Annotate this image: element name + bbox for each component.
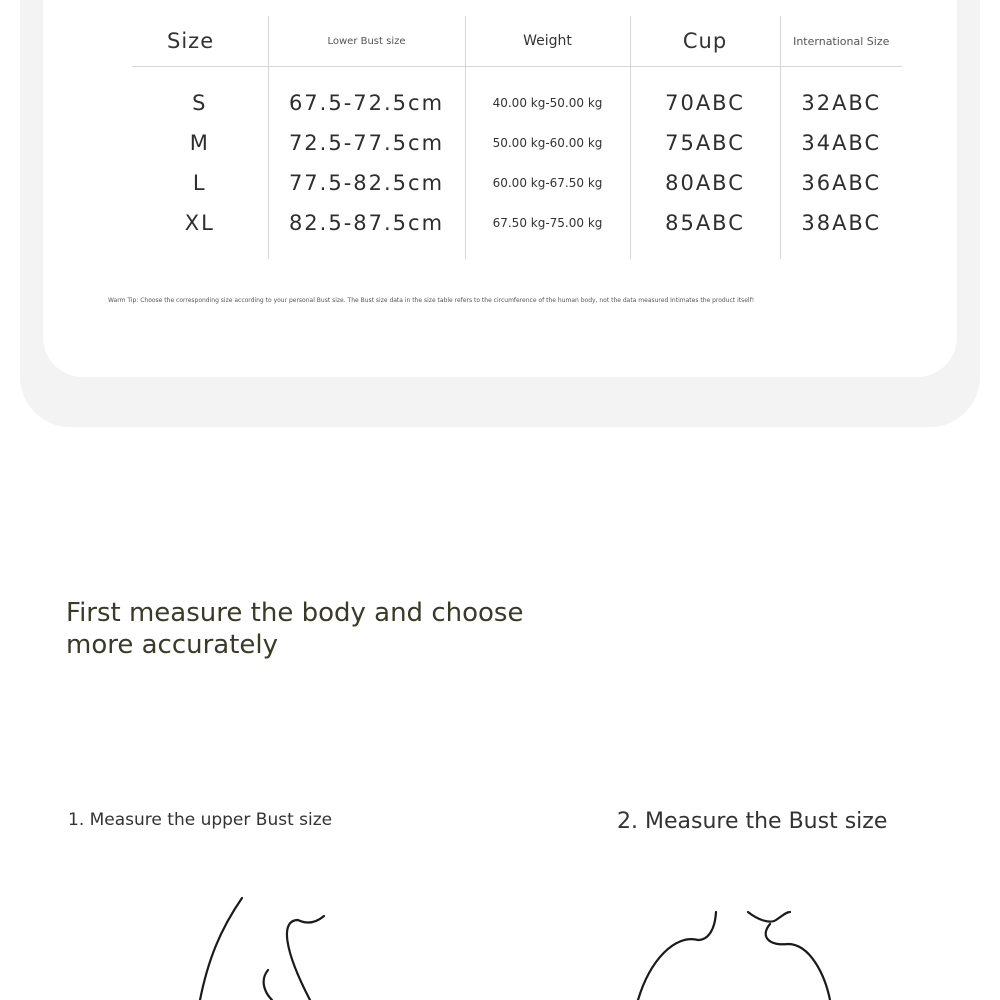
weight-cell: 50.00 kg-60.00 kg <box>465 123 630 163</box>
figure-neck-line <box>748 912 790 922</box>
table-row <box>132 67 902 124</box>
size-cell: L <box>192 171 207 195</box>
section-title: First measure the body and choose more accurately <box>66 598 524 660</box>
weight-cell: 67.50 kg-75.00 kg <box>465 203 630 259</box>
header-weight: Weight <box>465 16 630 67</box>
table-row <box>132 203 902 259</box>
international-size-cell: 38ABC <box>780 203 902 259</box>
header-lower-bust: Lower Bust size <box>268 16 465 67</box>
bust-illustration <box>620 880 860 1000</box>
international-size-cell: 36ABC <box>780 163 902 203</box>
figure-shoulder-line <box>287 916 324 1000</box>
header-size: Size <box>132 16 268 67</box>
cup-cell: 85ABC <box>630 203 780 259</box>
figure-arm-line <box>200 898 242 1000</box>
size-cell: M <box>189 131 210 155</box>
step-2-label: 2. Measure the Bust size <box>617 809 888 834</box>
figure-torso-line <box>264 970 272 1000</box>
international-size-cell: 32ABC <box>780 67 902 124</box>
international-size-cell: 34ABC <box>780 123 902 163</box>
table-header-row <box>132 16 902 67</box>
header-international-size: International Size <box>780 16 902 67</box>
table-row <box>132 163 902 203</box>
upper-bust-illustration <box>180 880 350 1000</box>
lower-bust-cell: 82.5-87.5cm <box>268 203 465 259</box>
header-cup: Cup <box>630 16 780 67</box>
table-row <box>132 123 902 163</box>
size-table <box>132 16 902 259</box>
figure-left-shoulder <box>638 912 716 1000</box>
warm-tip: Warm Tip: Choose the corresponding size according to your personal Bust size. The Bust size data in the size table refers to the circumference of the human body, not the data measured Intimates the product itself! <box>108 297 755 304</box>
lower-bust-cell: 67.5-72.5cm <box>268 67 465 124</box>
weight-cell: 60.00 kg-67.50 kg <box>465 163 630 203</box>
figure-right-shoulder <box>766 924 830 1000</box>
weight-cell: 40.00 kg-50.00 kg <box>465 67 630 124</box>
size-cell: S <box>192 91 208 115</box>
lower-bust-cell: 72.5-77.5cm <box>268 123 465 163</box>
cup-cell: 75ABC <box>630 123 780 163</box>
cup-cell: 70ABC <box>630 67 780 124</box>
lower-bust-cell: 77.5-82.5cm <box>268 163 465 203</box>
size-cell: XL <box>184 211 215 235</box>
step-1-label: 1. Measure the upper Bust size <box>68 810 333 830</box>
cup-cell: 80ABC <box>630 163 780 203</box>
